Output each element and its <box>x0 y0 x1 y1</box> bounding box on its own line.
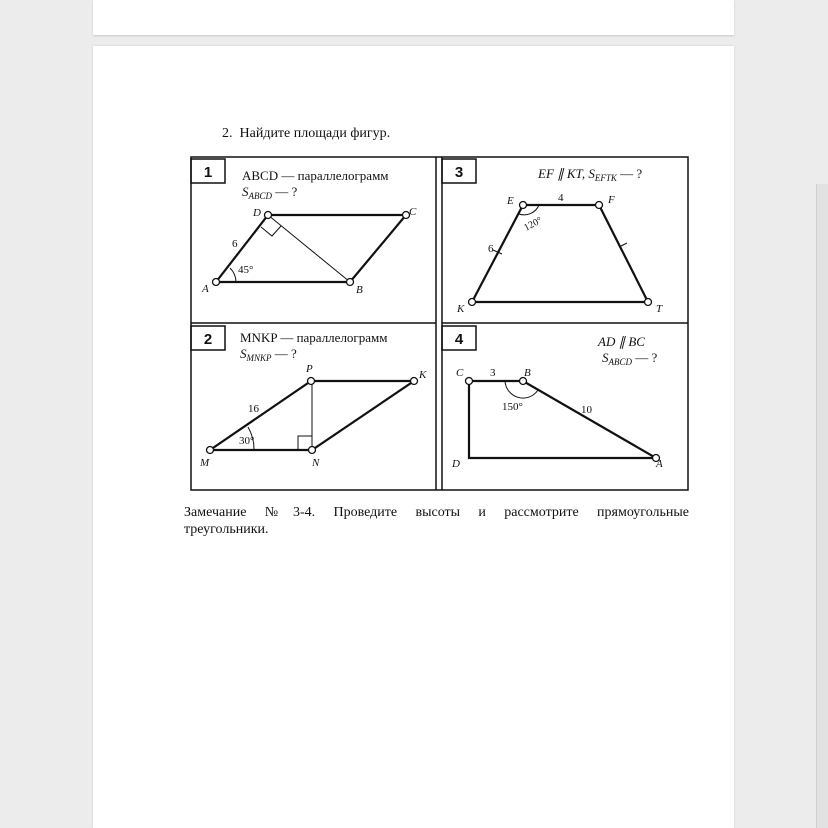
vertex-k3-dot <box>469 299 476 306</box>
panel-3-c-main: EF ∥ KT, S <box>538 166 595 181</box>
previous-page <box>93 0 734 35</box>
vertex-d-dot <box>265 212 272 219</box>
panel-1-q-sub: ABCD <box>248 191 272 201</box>
vertex-m-label: M <box>200 457 210 469</box>
panel-3-condition <box>537 166 642 183</box>
panel-1-question <box>242 184 298 201</box>
vertex-p-label: P <box>306 363 313 375</box>
vertex-f-label: F <box>608 194 615 206</box>
task-heading <box>222 126 390 142</box>
vertex-e-dot <box>520 202 527 209</box>
vertex-t-label: T <box>656 303 663 315</box>
vertex-m-dot <box>207 447 214 454</box>
side-ef-length: 4 <box>558 192 564 204</box>
angle-a-value: 45° <box>238 264 254 276</box>
panel-4-condition: AD ∥ BC <box>598 334 645 349</box>
vertex-k-label: K <box>419 369 427 381</box>
note-line-2: треугольники. <box>184 522 269 537</box>
task-number: 2. <box>222 126 233 141</box>
trapezoid-abcd <box>469 381 656 458</box>
note-line-1: Замечание №3-4. Проведите высоты и рассмотрите прямоугольные <box>184 505 689 520</box>
vertex-d4-label: D <box>452 458 460 470</box>
angle-m-value: 30° <box>239 435 255 447</box>
vertex-k3-label: K <box>457 303 465 315</box>
scrollbar[interactable] <box>816 184 828 828</box>
vertex-f-dot <box>596 202 603 209</box>
side-cb-length: 3 <box>490 367 496 379</box>
vertex-t-dot <box>645 299 652 306</box>
vertex-d-label: D <box>253 207 261 219</box>
panel-2-q-sub: MNKP <box>246 353 272 363</box>
vertex-b-label: B <box>356 284 363 296</box>
panel-2-question <box>240 346 297 363</box>
angle-e-value: 120° <box>522 215 545 234</box>
panel-4-q-sub: ABCD <box>608 357 632 367</box>
trapezoid-eftk <box>472 205 648 302</box>
panel-1-condition: ABCD — параллелограмм <box>242 168 389 183</box>
panel-1-number: 1 <box>203 164 213 181</box>
vertex-a-label: A <box>202 283 209 295</box>
angle-arc-a <box>230 268 236 282</box>
vertex-b4-label: B <box>524 367 531 379</box>
vertex-k-dot <box>411 378 418 385</box>
panel-4-q-tail: — ? <box>632 350 658 365</box>
task-text: Найдите площади фигур. <box>239 126 391 141</box>
right-angle-mark-1 <box>261 226 281 236</box>
panel-2-number: 2 <box>203 331 213 348</box>
height-db <box>268 215 350 282</box>
vertex-c-label: C <box>409 206 417 218</box>
panel-3-c-tail: — ? <box>616 166 643 181</box>
vertex-a4-label: A <box>656 458 663 470</box>
vertex-n-label: N <box>312 457 320 469</box>
panel-1-q-main: S <box>242 184 249 199</box>
vertex-a-dot <box>213 279 220 286</box>
panel-1-q-tail: — ? <box>272 184 298 199</box>
side-ek-length: 6 <box>488 243 494 255</box>
panel-4-question <box>602 350 658 367</box>
panel-2-condition: MNKP — параллелограмм <box>240 330 388 345</box>
side-ba-length: 10 <box>581 404 592 416</box>
panel-3-number: 3 <box>454 164 464 181</box>
vertex-n-dot <box>309 447 316 454</box>
note-paragraph <box>184 504 689 538</box>
panel-3-c-sub: EFTK <box>594 173 617 183</box>
vertex-c4-dot <box>466 378 473 385</box>
side-mp-length: 16 <box>248 403 259 415</box>
figures-grid <box>190 156 690 492</box>
panel-2-q-main: S <box>240 346 247 361</box>
panel-4-q-main: S <box>602 350 609 365</box>
panel-2-q-tail: — ? <box>271 346 297 361</box>
vertex-c4-label: C <box>456 367 464 379</box>
side-ad-length: 6 <box>232 238 238 250</box>
vertex-b-dot <box>347 279 354 286</box>
vertex-e-label: E <box>507 195 514 207</box>
panel-4-number: 4 <box>454 331 464 348</box>
figures-svg <box>190 156 690 492</box>
vertex-p-dot <box>308 378 315 385</box>
angle-b-value: 150° <box>502 401 523 413</box>
